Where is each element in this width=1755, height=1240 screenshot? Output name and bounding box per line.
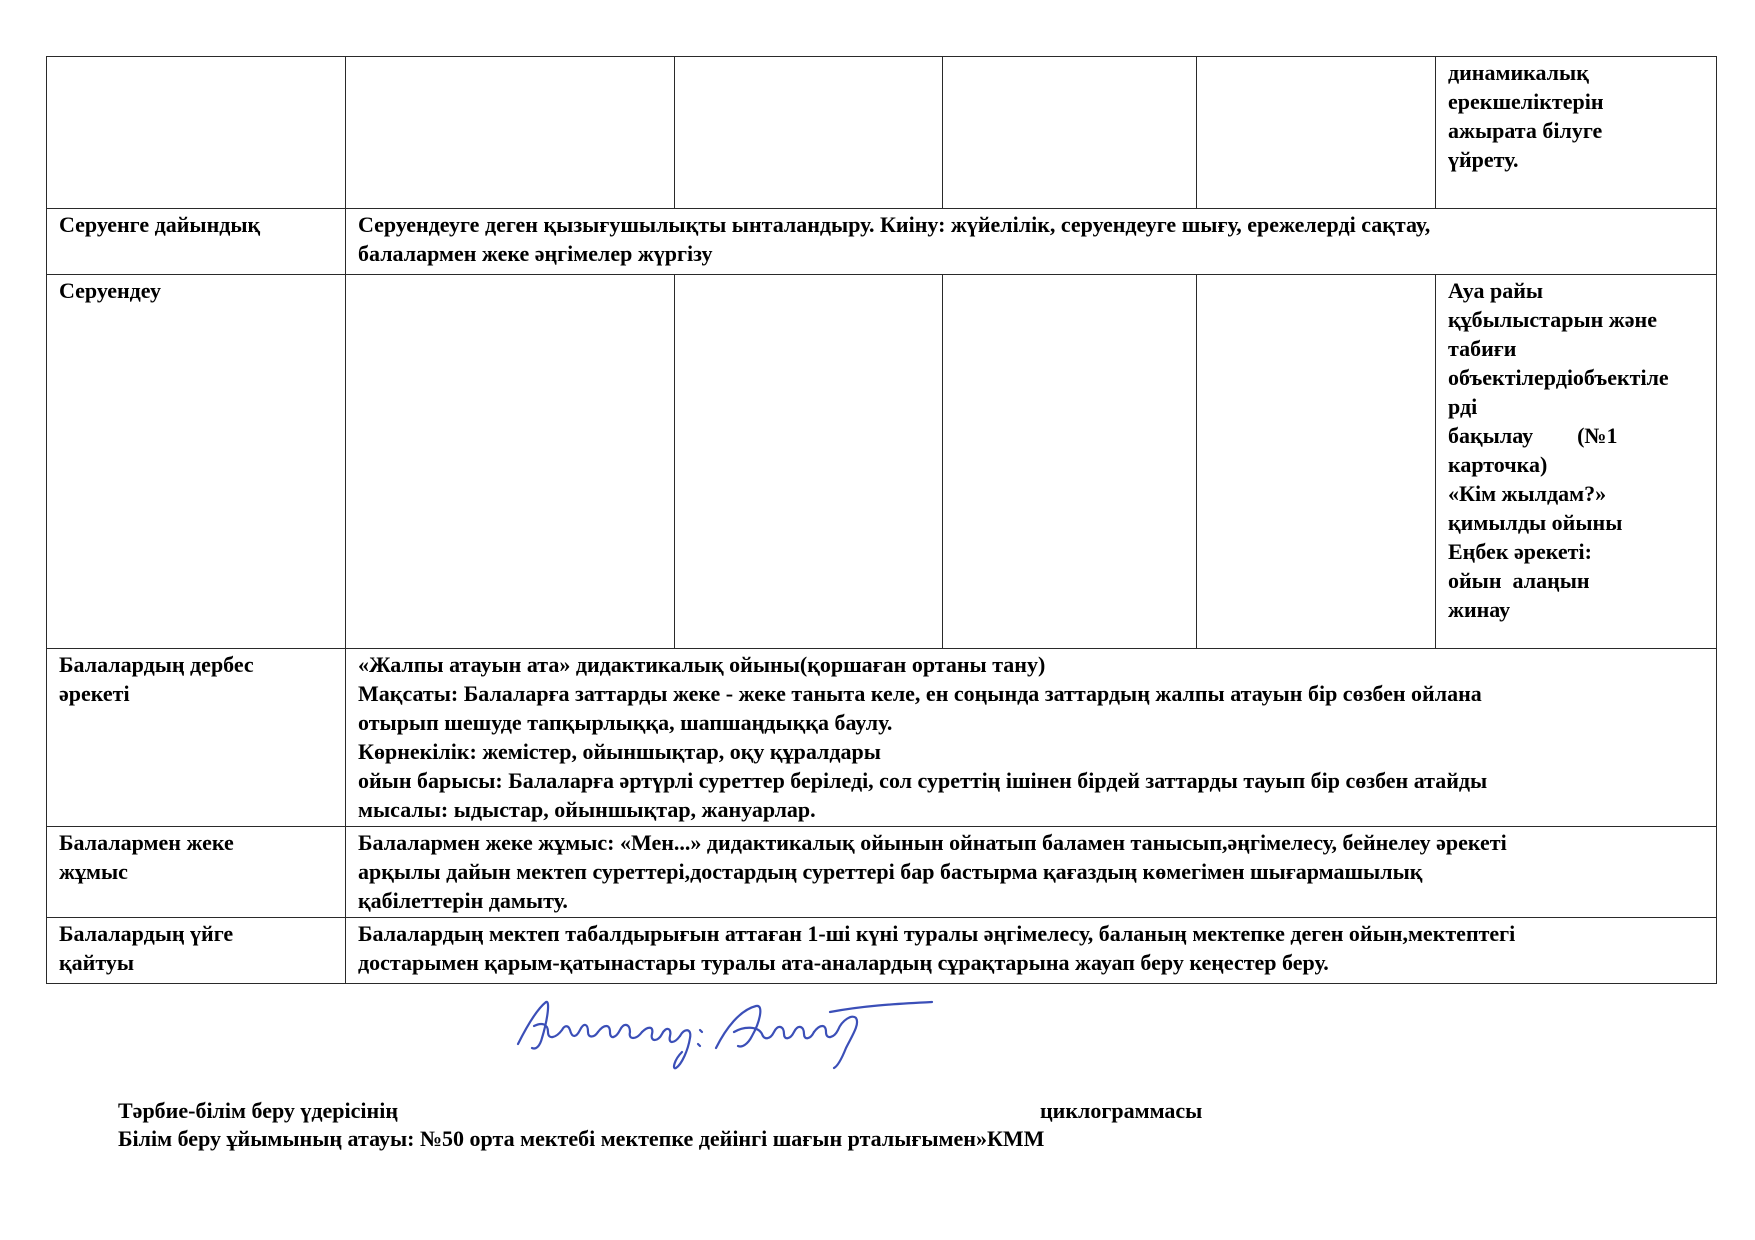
cell-text-line: құбылыстарын және: [1448, 307, 1657, 332]
cell-text-line: рді: [1448, 394, 1478, 419]
merged-text-cell: [346, 827, 1717, 918]
cell-text-line: арқылы дайын мектеп суреттері,достардың суреттері бар бастырма қағаздың көмегімен шығармашылық: [358, 859, 1423, 884]
signature-ink: [518, 1002, 932, 1068]
row-label-cell: [47, 649, 346, 827]
cell-text-line: балалармен жеке әңгімелер жүргізу: [358, 241, 713, 266]
cell-text-line: Мақсаты: Балаларға заттарды жеке - жеке таныта келе, ен соңында заттардың жалпы атауын бір сөзбен ойлана: [358, 681, 1482, 706]
row-label-cell: [47, 918, 346, 984]
day-cell: [346, 275, 675, 649]
row-label: әрекеті: [59, 681, 130, 706]
row-label: қайтуы: [59, 950, 135, 975]
document-title-right: циклограммасы: [1040, 1098, 1203, 1123]
cell-text-line: табиғи: [1448, 336, 1517, 361]
cell-text-line: ойын барысы: Балаларға әртүрлі суреттер беріледі, сол суреттің ішінен бірдей заттарды тауып бір сөзбен атайды: [358, 768, 1488, 793]
day-cell: [943, 275, 1197, 649]
row-label-cell: [47, 275, 346, 649]
cell-text-line: Серуендеуге деген қызығушылықты ынталандыру. Киіну: жүйелілік, серуендеуге шығу, ережелерді сақтау,: [358, 212, 1431, 237]
cell-text-line: үйрету.: [1448, 147, 1519, 172]
cell-text-line: жинау: [1448, 597, 1511, 622]
cell-text-line: мысалы: ыдыстар, ойыншықтар, жануарлар.: [358, 797, 816, 822]
day-cell: [1197, 275, 1436, 649]
cell-text-line: динамикалық: [1448, 60, 1589, 85]
cell-text-line: отырып шешуде тапқырлыққа, шапшаңдыққа баулу.: [358, 710, 893, 735]
merged-text-cell: [346, 918, 1717, 984]
cell-text-line: достарымен қарым-қатынастары туралы ата-аналардың сұрақтарына жауап беру кеңестер беру.: [358, 950, 1329, 975]
document-title-left: Тәрбие-білім беру үдерісінің: [118, 1098, 398, 1123]
cell-text-line: ерекшеліктерін: [1448, 89, 1604, 114]
table-row-walk-preparation: [47, 209, 1717, 275]
row-label: Балалармен жеке: [59, 830, 234, 855]
row-label: жұмыс: [59, 859, 128, 884]
cell-text-line: бақылау (№1: [1448, 423, 1618, 448]
day-cell: [943, 57, 1197, 209]
cell-text-line: қимылды ойыны: [1448, 510, 1623, 535]
plan-table: [46, 56, 1717, 984]
friday-cell: [1436, 275, 1717, 649]
cell-text-line: ойын алаңын: [1448, 568, 1590, 593]
cell-text-line: қабілеттерін дамыту.: [358, 888, 568, 913]
day-cell: [675, 57, 943, 209]
row-label: Балалардың дербес: [59, 652, 254, 677]
cell-text-line: Ауа райы: [1448, 278, 1544, 303]
organization-name: Білім беру ұйымының атауы: №50 орта мектебі мектепке дейінгі шағын рталығымен»КММ: [118, 1126, 1045, 1151]
row-label-cell: [47, 827, 346, 918]
cell-text-line: Балалармен жеке жұмыс: «Мен...» дидактикалық ойынын ойнатып баламен танысып,әңгімелесу, бейнелеу әрекеті: [358, 830, 1507, 855]
cell-text-line: Көрнекілік: жемістер, ойыншықтар, оқу құралдары: [358, 739, 881, 764]
merged-text-cell: [346, 209, 1717, 275]
row-label: Серуендеу: [59, 278, 161, 303]
day-cell: [1197, 57, 1436, 209]
day-cell: [675, 275, 943, 649]
table-row-going-home: [47, 918, 1717, 984]
cell-text-line: Балалардың мектеп табалдырығын аттаған 1-ші күні туралы әңгімелесу, баланың мектепке деген ойын,мектептегі: [358, 921, 1516, 946]
cell-text-line: «Кім жылдам?»: [1448, 481, 1607, 506]
handwritten-signature: [512, 988, 952, 1078]
cell-text-line: Еңбек әрекеті:: [1448, 539, 1592, 564]
cell-text-line: ажырата білуге: [1448, 118, 1603, 143]
day-cell: [346, 57, 675, 209]
cell-text-line: объектілердіобъектіле: [1448, 365, 1669, 390]
table-row-individual-work: [47, 827, 1717, 918]
row-label: Серуенге дайындық: [59, 212, 261, 237]
cell-text-line: «Жалпы атауын ата» дидактикалық ойыны(қоршаған ортаны тану): [358, 652, 1046, 677]
cell-text-line: карточка): [1448, 452, 1548, 477]
table-row-walk: [47, 275, 1717, 649]
table-row-continuation: [47, 57, 1717, 209]
table-row-independent-activity: [47, 649, 1717, 827]
row-label-cell: [47, 57, 346, 209]
merged-text-cell: [346, 649, 1717, 827]
row-label: Балалардың үйге: [59, 921, 234, 946]
friday-cell: [1436, 57, 1717, 209]
row-label-cell: [47, 209, 346, 275]
